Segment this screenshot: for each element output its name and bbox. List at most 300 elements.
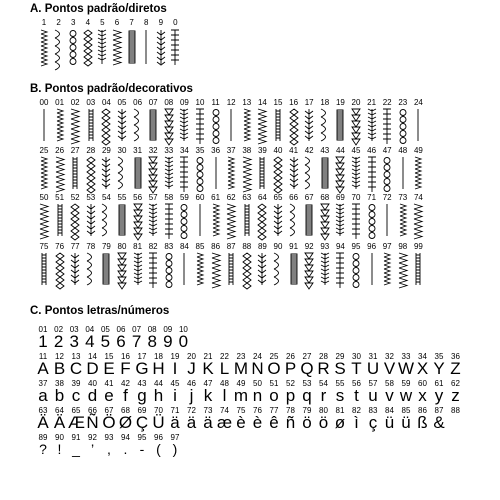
character-number: 97 — [170, 433, 180, 442]
decorative-stitch-icon — [319, 157, 331, 189]
decorative-stitch-icon — [178, 204, 190, 236]
character-number: 38 — [55, 379, 64, 388]
character-number: 76 — [253, 406, 262, 415]
decorative-stitch-icon — [319, 204, 331, 236]
character-number: 03 — [69, 325, 79, 334]
character-glyph: W — [398, 359, 415, 378]
decorative-stitch-icon — [116, 109, 128, 141]
stitch-number: 43 — [320, 146, 330, 155]
decorative-stitch-icon — [69, 204, 81, 236]
character-glyph: p — [285, 386, 296, 405]
stitch-number: 50 — [39, 193, 49, 202]
stitch-number: 48 — [398, 146, 408, 155]
stitch-number: 02 — [70, 98, 80, 107]
decorative-stitch-icon — [350, 157, 362, 189]
character-glyph: Q — [300, 359, 314, 378]
decorative-stitch-icon — [397, 157, 409, 189]
character-glyph: ê — [269, 413, 279, 432]
character-glyph: G — [135, 359, 149, 378]
character-glyph: t — [354, 386, 359, 405]
stitch-number: 82 — [148, 242, 158, 251]
stitch-number: 36 — [211, 146, 221, 155]
character-glyph: 9 — [163, 332, 173, 351]
stitch-number: 99 — [413, 242, 423, 251]
zigzag-wide-icon — [111, 30, 123, 64]
decorative-stitch-icon — [132, 157, 144, 189]
decorative-stitch-icon — [366, 204, 378, 236]
stitch-number: 34 — [179, 146, 189, 155]
decorative-stitch-icon — [412, 109, 424, 141]
character-number: 62 — [451, 379, 460, 388]
decorative-stitch-icon — [241, 204, 253, 236]
character-number: 68 — [121, 406, 130, 415]
stitch-number: 6 — [114, 18, 120, 27]
character-number: 14 — [88, 352, 97, 361]
character-glyph: ! — [57, 441, 62, 457]
character-number: 30 — [352, 352, 361, 361]
character-glyph: , — [107, 441, 111, 457]
stitch-number: 16 — [289, 98, 299, 107]
stitch-number: 64 — [257, 193, 267, 202]
character-glyph: u — [368, 386, 378, 405]
character-glyph: U — [366, 359, 380, 378]
character-glyph: k — [203, 386, 213, 405]
character-number: 47 — [203, 379, 213, 388]
character-number: 51 — [269, 379, 279, 388]
stitch-number: 27 — [70, 146, 80, 155]
character-glyph: ö — [302, 413, 312, 432]
stitch-number: 38 — [242, 146, 252, 155]
character-glyph: N — [251, 359, 264, 378]
character-number: 85 — [401, 406, 411, 415]
character-number: 75 — [236, 406, 246, 415]
decorative-stitch-icon — [350, 109, 362, 141]
character-glyph: l — [222, 386, 227, 405]
character-number: 63 — [38, 406, 48, 415]
zigzag-icon — [96, 30, 108, 64]
character-number: 28 — [319, 352, 328, 361]
character-glyph: 5 — [100, 332, 111, 351]
decorative-stitch-icon — [147, 253, 159, 285]
stitch-number: 89 — [257, 242, 267, 251]
character-glyph: n — [252, 386, 263, 405]
stitch-number: 59 — [179, 193, 189, 202]
section-a-title: A. Pontos padrão/diretos — [30, 3, 167, 15]
stretch-straight-icon — [82, 30, 94, 64]
stitch-number: 75 — [39, 242, 49, 251]
character-glyph: 2 — [53, 332, 64, 351]
character-number: 48 — [220, 379, 229, 388]
decorative-stitch-icon — [163, 253, 175, 285]
decorative-stitch-icon — [116, 253, 128, 285]
decorative-stitch-icon — [381, 157, 393, 189]
decorative-stitch-icon — [38, 157, 50, 189]
stitch-number: 32 — [148, 146, 158, 155]
character-glyph: Ü — [152, 413, 165, 432]
character-glyph: Ñ — [86, 413, 99, 432]
decorative-stitch-icon — [69, 157, 81, 189]
character-number: 05 — [100, 325, 110, 334]
stitch-number: 13 — [242, 98, 252, 107]
decorative-stitch-icon — [412, 253, 424, 285]
stitch-number: 3 — [70, 18, 76, 27]
decorative-stitch-icon — [147, 109, 159, 141]
stitch-number: 71 — [367, 193, 377, 202]
character-glyph: ç — [368, 413, 378, 432]
character-glyph: L — [219, 359, 230, 378]
character-glyph: H — [152, 359, 165, 378]
decorative-stitch-icon — [194, 157, 206, 189]
character-glyph: ö — [318, 413, 329, 432]
stitch-number: 9 — [158, 18, 164, 27]
character-glyph: i — [173, 386, 177, 405]
character-number: 01 — [38, 325, 48, 334]
character-glyph: - — [139, 441, 145, 457]
decorative-stitch-icon — [147, 157, 159, 189]
stitch-number: 92 — [304, 242, 314, 251]
character-glyph: ø — [334, 413, 346, 432]
stitch-number: 72 — [382, 193, 392, 202]
decorative-stitch-icon — [163, 109, 175, 141]
stitch-number: 70 — [351, 193, 361, 202]
character-number: 32 — [385, 352, 394, 361]
stitch-number: 91 — [289, 242, 299, 251]
stitch-number: 25 — [39, 146, 49, 155]
character-number: 78 — [286, 406, 295, 415]
character-glyph: S — [334, 359, 346, 378]
character-glyph: 7 — [131, 332, 142, 351]
character-glyph: 6 — [116, 332, 126, 351]
decorative-stitch-icon — [256, 204, 268, 236]
stitch-number: 68 — [320, 193, 330, 202]
decorative-stitch-icon — [397, 253, 409, 285]
character-number: 91 — [71, 433, 81, 442]
stitch-number: 28 — [86, 146, 96, 155]
character-number: 29 — [335, 352, 345, 361]
character-number: 44 — [154, 379, 163, 388]
character-glyph: C — [69, 359, 83, 378]
character-glyph: a — [38, 386, 48, 405]
character-glyph: O — [267, 359, 281, 378]
buttonhole-2-icon — [155, 30, 167, 64]
character-number: 20 — [187, 352, 196, 361]
character-glyph: E — [103, 359, 115, 378]
character-number: 90 — [55, 433, 64, 442]
stitch-number: 03 — [86, 98, 96, 107]
decorative-stitch-icon — [366, 157, 378, 189]
character-glyph: K — [202, 359, 214, 378]
decorative-stitch-icon — [210, 253, 222, 285]
character-glyph: c — [71, 386, 81, 405]
character-number: 39 — [71, 379, 81, 388]
stitch-number: 62 — [226, 193, 236, 202]
character-number: 70 — [154, 406, 163, 415]
decorative-stitch-icon — [303, 109, 315, 141]
stitch-number: 30 — [117, 146, 127, 155]
stitch-number: 00 — [39, 98, 49, 107]
character-number: 40 — [88, 379, 97, 388]
stitch-number: 08 — [164, 98, 174, 107]
character-glyph: è — [236, 413, 246, 432]
character-glyph: h — [153, 386, 164, 405]
character-number: 34 — [418, 352, 427, 361]
decorative-stitch-icon — [194, 109, 206, 141]
character-glyph: M — [233, 359, 249, 378]
decorative-stitch-icon — [85, 253, 97, 285]
character-number: 50 — [253, 379, 262, 388]
character-glyph: ü — [384, 413, 395, 432]
stitch-number: 53 — [86, 193, 96, 202]
decorative-stitch-icon — [194, 204, 206, 236]
decorative-stitch-icon — [272, 253, 284, 285]
character-number: 27 — [302, 352, 312, 361]
stitch-number: 01 — [55, 98, 65, 107]
stitch-number: 76 — [55, 242, 65, 251]
character-number: 81 — [335, 406, 345, 415]
stitch-number: 14 — [257, 98, 267, 107]
stitch-number: 80 — [117, 242, 127, 251]
character-glyph: y — [434, 386, 444, 405]
decorative-stitch-icon — [69, 109, 81, 141]
character-glyph: j — [189, 386, 194, 405]
character-glyph: v — [385, 386, 394, 405]
character-glyph: g — [137, 386, 147, 405]
decorative-stitch-icon — [178, 109, 190, 141]
decorative-stitch-icon — [85, 109, 97, 141]
decorative-stitch-icon — [412, 157, 424, 189]
character-number: 79 — [302, 406, 312, 415]
stitch-number: 39 — [257, 146, 267, 155]
stitch-number: 42 — [304, 146, 314, 155]
character-glyph: f — [123, 386, 128, 405]
character-number: 45 — [170, 379, 180, 388]
stitch-number: 60 — [195, 193, 205, 202]
character-number: 08 — [147, 325, 157, 334]
character-number: 19 — [170, 352, 180, 361]
character-glyph: x — [418, 386, 427, 405]
character-glyph: ü — [401, 413, 411, 432]
decorative-stitch-icon — [241, 109, 253, 141]
stitch-number: 24 — [413, 98, 423, 107]
character-glyph: m — [233, 386, 249, 405]
stitch-number: 44 — [335, 146, 345, 155]
decorative-stitch-icon — [256, 253, 268, 285]
decorative-stitch-icon — [256, 157, 268, 189]
character-number: 54 — [319, 379, 328, 388]
section-c-title: C. Pontos letras/números — [30, 305, 170, 317]
decorative-stitch-icon — [54, 253, 66, 285]
decorative-stitch-icon — [288, 157, 300, 189]
stitch-number: 63 — [242, 193, 252, 202]
stitch-number: 09 — [179, 98, 189, 107]
character-glyph: Ø — [118, 413, 133, 432]
decorative-stitch-icon — [272, 204, 284, 236]
character-glyph: Z — [450, 359, 461, 378]
stitch-number: 73 — [398, 193, 408, 202]
character-number: 92 — [88, 433, 97, 442]
character-number: 55 — [335, 379, 345, 388]
character-glyph: 3 — [69, 332, 79, 351]
stitch-number: 69 — [335, 193, 345, 202]
triple-zigzag-icon — [126, 30, 138, 64]
character-glyph: Ç — [135, 413, 149, 432]
stitch-number: 93 — [320, 242, 330, 251]
decorative-stitch-icon — [303, 253, 315, 285]
decorative-stitch-icon — [225, 109, 237, 141]
stitch-number: 17 — [304, 98, 314, 107]
decorative-stitch-icon — [334, 157, 346, 189]
character-glyph: ( — [156, 441, 161, 457]
stitch-number: 06 — [133, 98, 143, 107]
character-glyph: . — [123, 441, 128, 457]
stitch-number: 86 — [211, 242, 221, 251]
decorative-stitch-icon — [334, 253, 346, 285]
stitch-number: 5 — [100, 18, 105, 27]
stitch-number: 8 — [143, 18, 149, 27]
stitch-number: 04 — [101, 98, 111, 107]
character-glyph: ) — [172, 441, 178, 457]
character-number: 11 — [38, 352, 48, 361]
character-number: 35 — [434, 352, 444, 361]
character-glyph: r — [320, 386, 327, 405]
character-glyph: D — [86, 359, 99, 378]
decorative-stitch-icon — [381, 109, 393, 141]
decorative-stitch-icon — [319, 253, 331, 285]
decorative-stitch-icon — [163, 157, 175, 189]
decorative-stitch-icon — [100, 253, 112, 285]
stitch-number: 83 — [164, 242, 174, 251]
character-number: 71 — [170, 406, 180, 415]
character-number: 25 — [269, 352, 279, 361]
stitch-number: 0 — [173, 18, 178, 27]
decorative-stitch-icon — [210, 109, 222, 141]
character-number: 10 — [178, 325, 188, 334]
decorative-stitch-icon — [366, 253, 378, 285]
character-glyph: ’ — [90, 441, 95, 457]
character-glyph: & — [433, 413, 445, 432]
character-number: 41 — [104, 379, 114, 388]
character-glyph: ä — [186, 413, 197, 432]
stitch-number: 33 — [164, 146, 174, 155]
character-number: 06 — [116, 325, 126, 334]
character-number: 21 — [203, 352, 213, 361]
decorative-stitch-icon — [69, 253, 81, 285]
stitch-number: 18 — [320, 98, 330, 107]
character-number: 04 — [85, 325, 95, 334]
character-glyph: ß — [417, 413, 428, 432]
decorative-stitch-icon — [147, 204, 159, 236]
stitch-number: 87 — [226, 242, 236, 251]
character-number: 61 — [434, 379, 444, 388]
character-number: 15 — [104, 352, 114, 361]
decorative-stitch-icon — [225, 157, 237, 189]
stitch-number: 37 — [226, 146, 236, 155]
character-number: 59 — [401, 379, 411, 388]
decorative-stitch-icon — [272, 157, 284, 189]
character-number: 43 — [137, 379, 147, 388]
character-number: 84 — [385, 406, 394, 415]
decorative-stitch-icon — [381, 204, 393, 236]
decorative-stitch-icon — [334, 109, 346, 141]
stitch-number: 47 — [382, 146, 392, 155]
decorative-stitch-icon — [397, 204, 409, 236]
character-glyph: ä — [170, 413, 180, 432]
character-number: 37 — [38, 379, 48, 388]
character-number: 83 — [368, 406, 378, 415]
stitch-number: 85 — [195, 242, 205, 251]
character-glyph: V — [383, 359, 396, 378]
stitch-number: 84 — [179, 242, 189, 251]
character-glyph: ? — [39, 441, 47, 457]
decorative-stitch-icon — [132, 204, 144, 236]
decorative-stitch-icon — [54, 109, 66, 141]
character-glyph: ä — [203, 413, 213, 432]
decorative-stitch-icon — [163, 204, 175, 236]
stitch-number: 35 — [195, 146, 205, 155]
decorative-stitch-icon — [85, 157, 97, 189]
decorative-stitch-icon — [350, 253, 362, 285]
character-number: 16 — [121, 352, 130, 361]
character-number: 64 — [55, 406, 64, 415]
decorative-stitch-icon — [210, 157, 222, 189]
stitch-number: 55 — [117, 193, 127, 202]
character-glyph: b — [54, 386, 65, 405]
character-glyph: B — [53, 359, 66, 378]
stitch-number: 90 — [273, 242, 283, 251]
character-glyph: 0 — [178, 332, 189, 351]
character-number: 09 — [163, 325, 173, 334]
character-number: 23 — [236, 352, 246, 361]
stitch-number: 19 — [335, 98, 345, 107]
character-number: 96 — [154, 433, 163, 442]
character-glyph: A — [37, 359, 49, 378]
stitch-number: 26 — [55, 146, 65, 155]
stitch-number: 20 — [351, 98, 361, 107]
character-number: 58 — [385, 379, 394, 388]
decorative-stitch-icon — [85, 204, 97, 236]
character-glyph: F — [120, 359, 131, 378]
stitch-number: 67 — [304, 193, 314, 202]
stitch-number: 7 — [129, 18, 134, 27]
stitch-number: 45 — [351, 146, 361, 155]
character-number: 22 — [220, 352, 229, 361]
stitch-number: 2 — [56, 18, 61, 27]
decorative-stitch-icon — [225, 253, 237, 285]
character-glyph: _ — [72, 441, 80, 457]
character-number: 95 — [137, 433, 147, 442]
character-number: 88 — [451, 406, 460, 415]
decorative-stitch-icon — [225, 204, 237, 236]
character-number: 77 — [269, 406, 279, 415]
character-number: 86 — [418, 406, 427, 415]
character-glyph: T — [351, 359, 362, 378]
stitch-number: 49 — [413, 146, 423, 155]
stitch-number: 12 — [226, 98, 236, 107]
character-number: 65 — [71, 406, 81, 415]
character-number: 66 — [88, 406, 97, 415]
stitch-number: 07 — [148, 98, 158, 107]
character-glyph: w — [399, 386, 413, 405]
stitch-number: 29 — [101, 146, 111, 155]
character-glyph: æ — [216, 413, 233, 432]
character-number: 42 — [121, 379, 130, 388]
character-glyph: Ö — [102, 413, 116, 432]
character-number: 74 — [220, 406, 229, 415]
stitch-number: 98 — [398, 242, 408, 251]
character-glyph: o — [269, 386, 279, 405]
stitch-number: 46 — [367, 146, 377, 155]
stitch-number: 10 — [195, 98, 205, 107]
